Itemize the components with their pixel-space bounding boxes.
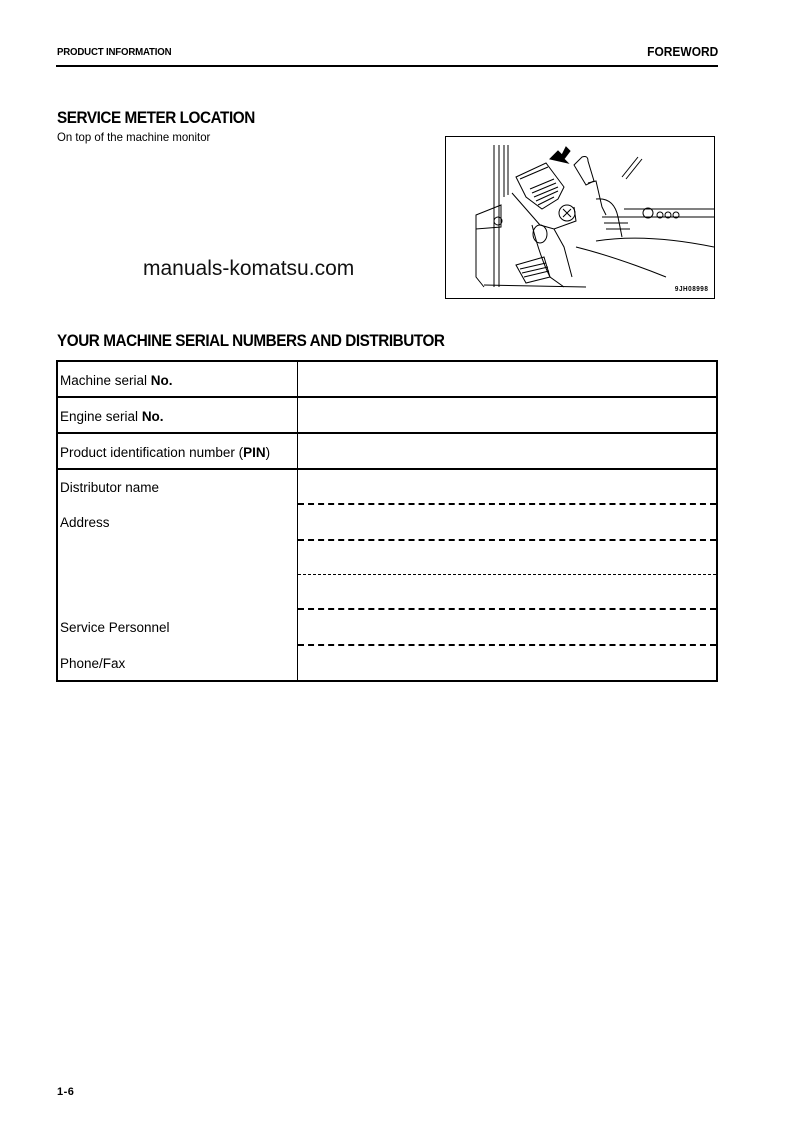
figure-code: 9JH08998 bbox=[674, 284, 708, 293]
pin-label: Product identification number ( bbox=[60, 445, 244, 460]
engine-serial-label: Engine serial bbox=[60, 409, 142, 424]
pin-abbrev: PIN bbox=[243, 445, 266, 460]
phone-fax-field[interactable] bbox=[299, 646, 716, 680]
column-divider bbox=[297, 362, 298, 680]
address-field[interactable] bbox=[299, 505, 716, 608]
page-number: 1-6 bbox=[57, 1086, 75, 1098]
address-label: Address bbox=[60, 515, 110, 530]
service-personnel-field[interactable] bbox=[299, 610, 716, 644]
machine-serial-field[interactable] bbox=[299, 362, 716, 396]
table-row-machine-serial bbox=[60, 373, 173, 388]
phone-fax-label: Phone/Fax bbox=[60, 656, 126, 671]
service-personnel-label: Service Personnel bbox=[60, 620, 170, 635]
distributor-name-field[interactable] bbox=[299, 470, 716, 503]
distributor-name-label: Distributor name bbox=[60, 480, 160, 495]
engine-serial-field[interactable] bbox=[299, 398, 716, 432]
table-row-engine-serial bbox=[60, 409, 164, 424]
header-rule bbox=[56, 65, 718, 67]
service-meter-figure bbox=[445, 136, 715, 299]
engine-serial-no: No. bbox=[141, 409, 164, 424]
table-row-pin bbox=[60, 445, 270, 460]
service-meter-title: SERVICE METER LOCATION bbox=[57, 108, 255, 127]
watermark-link[interactable]: manuals-komatsu.com bbox=[143, 257, 355, 280]
page-header-section: PRODUCT INFORMATION bbox=[57, 46, 172, 58]
serial-numbers-table bbox=[56, 360, 718, 682]
page-header-chapter: FOREWORD bbox=[646, 44, 718, 59]
pin-label-tail: ) bbox=[265, 445, 271, 460]
pin-field[interactable] bbox=[299, 434, 716, 468]
cab-monitor-illustration bbox=[446, 137, 715, 299]
serial-section-title: YOUR MACHINE SERIAL NUMBERS AND DISTRIBUTOR bbox=[57, 331, 445, 350]
machine-serial-label: Machine serial bbox=[60, 373, 151, 388]
machine-serial-no: No. bbox=[150, 373, 173, 388]
service-meter-subtitle: On top of the machine monitor bbox=[57, 130, 211, 144]
